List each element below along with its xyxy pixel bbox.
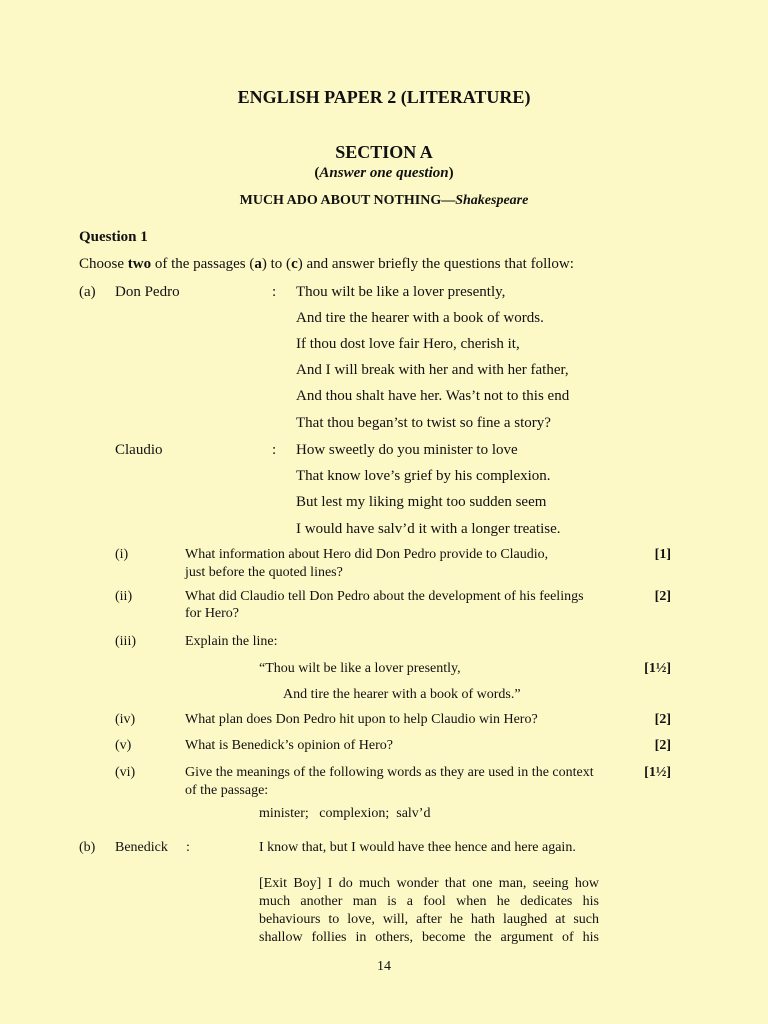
subq-text: What is Benedick’s opinion of Hero?: [185, 738, 394, 753]
intro-part: of the passages (: [151, 256, 255, 272]
instruction-text: Answer one question: [319, 165, 449, 181]
question-intro: [79, 255, 574, 273]
verse-line: How sweetly do you minister to love: [296, 442, 518, 458]
word-list: minister; complexion; salv’d: [259, 806, 431, 821]
speaker-colon: :: [186, 840, 190, 855]
subq-marks: [2]: [654, 738, 671, 753]
subq-number: (vi): [115, 765, 136, 780]
subq-marks: [1½]: [644, 765, 671, 780]
verse-line: If thou dost love fair Hero, cherish it,: [296, 336, 520, 352]
subq-number: (iii): [115, 634, 136, 649]
text-title: MUCH ADO ABOUT NOTHING: [239, 193, 442, 208]
prose-line: shallow follies in others, become the argument of his: [259, 930, 599, 945]
title-dash: —: [441, 193, 456, 208]
section-instruction: (Answer one question): [314, 165, 454, 181]
intro-a: a: [254, 256, 262, 272]
prose-line: much another man is a fool when he dedicates his: [259, 894, 599, 909]
prose-line: I know that, but I would have thee hence and here again.: [259, 840, 576, 855]
speaker-don-pedro: Don Pedro: [115, 284, 180, 300]
subq-text: of the passage:: [185, 783, 269, 798]
author-name: Shakespeare: [455, 193, 529, 208]
text-title-line: [0, 192, 768, 209]
subq-text: What information about Hero did Don Pedro provide to Claudio,: [185, 547, 549, 562]
subq-text: Explain the line:: [185, 634, 278, 649]
intro-part: Choose: [79, 256, 128, 272]
verse-line: And tire the hearer with a book of words.: [296, 310, 544, 326]
subq-marks: [2]: [654, 589, 671, 604]
subq-text: just before the quoted lines?: [185, 565, 343, 580]
speaker-colon: :: [272, 442, 277, 458]
subq-text: What plan does Don Pedro hit upon to help Claudio win Hero?: [185, 712, 538, 727]
subq-text: What did Claudio tell Don Pedro about the development of his feelings: [185, 589, 584, 604]
verse-line: But lest my liking might too sudden seem: [296, 494, 547, 510]
paper-title: ENGLISH PAPER 2 (LITERATURE): [237, 87, 531, 107]
speaker-colon: :: [272, 284, 277, 300]
quoted-line: “Thou wilt be like a lover presently,: [259, 661, 461, 676]
verse-line: That know love’s grief by his complexion.: [296, 468, 551, 484]
intro-c: c: [291, 256, 298, 272]
prose-line: behaviours to love, will, after he hath laughed at such: [259, 912, 599, 927]
subq-marks: [1½]: [644, 661, 671, 676]
section-title: SECTION A: [335, 142, 433, 162]
subq-number: (ii): [115, 589, 133, 604]
speaker-benedick: Benedick: [115, 840, 168, 855]
subq-text: Give the meanings of the following words as they are used in the context: [185, 765, 594, 780]
question-heading: Question 1: [79, 229, 148, 245]
subq-text: for Hero?: [185, 606, 240, 621]
subq-marks: [2]: [654, 712, 671, 727]
passage-label-a: (a): [79, 284, 96, 300]
subq-number: (i): [115, 547, 129, 562]
verse-line: I would have salv’d it with a longer treatise.: [296, 521, 561, 537]
speaker-claudio: Claudio: [115, 442, 163, 458]
verse-line: And I will break with her and with her father,: [296, 362, 569, 378]
passage-label-b: (b): [79, 840, 96, 855]
verse-line: That thou began’st to twist so fine a story?: [296, 415, 551, 431]
verse-line: And thou shalt have her. Was’t not to this end: [296, 388, 570, 404]
intro-part: ) and answer briefly the questions that follow:: [297, 256, 574, 272]
prose-line: [Exit Boy] I do much wonder that one man, seeing how: [259, 876, 599, 891]
verse-line: Thou wilt be like a lover presently,: [296, 284, 506, 300]
intro-part: ) to (: [261, 256, 292, 272]
intro-two: two: [127, 256, 152, 272]
subq-number: (v): [115, 738, 132, 753]
quoted-line: And tire the hearer with a book of words.”: [283, 687, 521, 702]
subq-marks: [1]: [654, 547, 671, 562]
subq-number: (iv): [115, 712, 136, 727]
page-number: 14: [377, 959, 391, 974]
